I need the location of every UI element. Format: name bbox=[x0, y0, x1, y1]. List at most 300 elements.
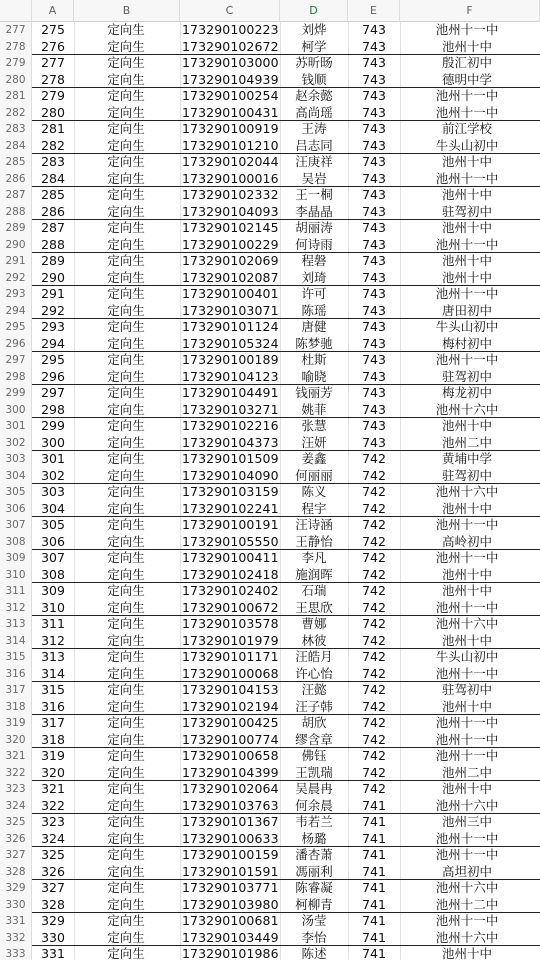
row-number[interactable]: 301 bbox=[0, 418, 32, 435]
cell-exam-id[interactable]: 173290104090 bbox=[182, 467, 279, 483]
cell-school[interactable]: 高坦初中 bbox=[441, 863, 492, 879]
cell-score[interactable]: 742 bbox=[362, 500, 386, 516]
row-number[interactable]: 310 bbox=[0, 567, 32, 584]
cell-type[interactable]: 定向生 bbox=[107, 929, 145, 945]
cell-school[interactable]: 池州十中 bbox=[441, 781, 492, 796]
cell-school[interactable]: 驻驾初中 bbox=[441, 368, 492, 384]
row-number[interactable]: 324 bbox=[0, 798, 32, 815]
cell-rank[interactable]: 286 bbox=[41, 203, 65, 219]
column-header-d[interactable]: D bbox=[280, 0, 348, 22]
cell-type[interactable]: 定向生 bbox=[107, 847, 145, 862]
cell-school[interactable]: 殷汇初中 bbox=[441, 55, 492, 70]
cell-school[interactable]: 池州十一中 bbox=[435, 599, 499, 615]
cell-school[interactable]: 池州二中 bbox=[441, 764, 492, 780]
cell-name[interactable]: 钱顺 bbox=[301, 71, 327, 87]
cell-score[interactable]: 743 bbox=[362, 154, 386, 169]
cell-score[interactable]: 742 bbox=[362, 566, 386, 582]
cell-name[interactable]: 吕志同 bbox=[295, 137, 333, 153]
cell-type[interactable]: 定向生 bbox=[107, 616, 145, 631]
cell-score[interactable]: 743 bbox=[362, 434, 386, 450]
cell-name[interactable]: 林彼 bbox=[301, 632, 327, 648]
table-row[interactable] bbox=[0, 798, 540, 815]
cell-score[interactable]: 743 bbox=[362, 368, 386, 384]
table-row[interactable] bbox=[0, 666, 540, 683]
table-row[interactable] bbox=[0, 583, 540, 600]
cell-score[interactable]: 743 bbox=[362, 401, 386, 417]
cell-exam-id[interactable]: 173290101124 bbox=[182, 319, 279, 334]
cell-score[interactable]: 742 bbox=[362, 715, 386, 730]
cell-exam-id[interactable]: 173290104123 bbox=[182, 368, 279, 384]
cell-score[interactable]: 741 bbox=[362, 830, 386, 846]
cell-name[interactable]: 张慧 bbox=[301, 418, 327, 433]
cell-name[interactable]: 汪皓月 bbox=[295, 649, 333, 664]
cell-school[interactable]: 池州十一中 bbox=[435, 517, 499, 532]
cell-name[interactable]: 石瑞 bbox=[301, 583, 327, 598]
cell-type[interactable]: 定向生 bbox=[107, 797, 145, 813]
table-row[interactable] bbox=[0, 385, 540, 402]
cell-rank[interactable]: 316 bbox=[41, 698, 65, 714]
cell-school[interactable]: 池州十一中 bbox=[435, 352, 499, 367]
cell-rank[interactable]: 305 bbox=[41, 517, 65, 532]
cell-exam-id[interactable]: 173290101591 bbox=[182, 863, 279, 879]
table-row[interactable] bbox=[0, 319, 540, 336]
cell-name[interactable]: 王思欣 bbox=[295, 599, 333, 615]
cell-type[interactable]: 定向生 bbox=[107, 863, 145, 879]
cell-name[interactable]: 柯柳青 bbox=[295, 896, 333, 912]
row-number[interactable]: 307 bbox=[0, 517, 32, 534]
cell-score[interactable]: 743 bbox=[362, 121, 386, 136]
cell-school[interactable]: 池州十一中 bbox=[435, 847, 499, 862]
cell-name[interactable]: 程宇 bbox=[301, 500, 327, 516]
table-row[interactable] bbox=[0, 253, 540, 270]
cell-rank[interactable]: 311 bbox=[41, 616, 65, 631]
cell-type[interactable]: 定向生 bbox=[107, 385, 145, 400]
cell-type[interactable]: 定向生 bbox=[107, 649, 145, 664]
cell-exam-id[interactable]: 173290103071 bbox=[182, 302, 279, 318]
cell-type[interactable]: 定向生 bbox=[107, 665, 145, 681]
cell-name[interactable]: 王涛 bbox=[301, 121, 327, 136]
cell-exam-id[interactable]: 173290100189 bbox=[182, 352, 279, 367]
cell-school[interactable]: 驻驾初中 bbox=[441, 203, 492, 219]
cell-exam-id[interactable]: 173290100681 bbox=[182, 913, 279, 928]
cell-exam-id[interactable]: 173290103578 bbox=[182, 616, 279, 631]
table-row[interactable] bbox=[0, 649, 540, 666]
table-row[interactable] bbox=[0, 435, 540, 452]
cell-rank[interactable]: 278 bbox=[41, 71, 65, 87]
cell-rank[interactable]: 321 bbox=[41, 781, 65, 796]
table-row[interactable] bbox=[0, 814, 540, 831]
cell-score[interactable]: 743 bbox=[362, 104, 386, 120]
table-row[interactable] bbox=[0, 72, 540, 89]
cell-type[interactable]: 定向生 bbox=[107, 236, 145, 252]
cell-school[interactable]: 池州十六中 bbox=[435, 616, 499, 631]
cell-rank[interactable]: 296 bbox=[41, 368, 65, 384]
table-row[interactable] bbox=[0, 732, 540, 749]
cell-rank[interactable]: 284 bbox=[41, 170, 65, 186]
cell-exam-id[interactable]: 173290100016 bbox=[182, 170, 279, 186]
cell-name[interactable]: 苏昕旸 bbox=[295, 55, 333, 70]
row-number[interactable]: 313 bbox=[0, 616, 32, 633]
table-row[interactable] bbox=[0, 699, 540, 716]
cell-name[interactable]: 施润晖 bbox=[295, 566, 333, 582]
cell-school[interactable]: 驻驾初中 bbox=[441, 467, 492, 483]
cell-name[interactable]: 何诗雨 bbox=[295, 236, 333, 252]
row-number[interactable]: 323 bbox=[0, 781, 32, 798]
cell-rank[interactable]: 290 bbox=[41, 269, 65, 285]
cell-exam-id[interactable]: 173290100411 bbox=[182, 550, 279, 565]
table-row[interactable] bbox=[0, 715, 540, 732]
table-row[interactable] bbox=[0, 121, 540, 138]
cell-exam-id[interactable]: 173290100229 bbox=[182, 236, 279, 252]
table-row[interactable] bbox=[0, 880, 540, 897]
cell-score[interactable]: 742 bbox=[362, 649, 386, 664]
cell-score[interactable]: 743 bbox=[362, 22, 386, 37]
cell-rank[interactable]: 306 bbox=[41, 533, 65, 549]
row-number[interactable]: 279 bbox=[0, 55, 32, 72]
cell-type[interactable]: 定向生 bbox=[107, 104, 145, 120]
table-row[interactable] bbox=[0, 39, 540, 56]
cell-exam-id[interactable]: 173290103000 bbox=[182, 55, 279, 70]
cell-rank[interactable]: 317 bbox=[41, 715, 65, 730]
cell-type[interactable]: 定向生 bbox=[107, 731, 145, 747]
cell-type[interactable]: 定向生 bbox=[107, 434, 145, 450]
cell-rank[interactable]: 304 bbox=[41, 500, 65, 516]
cell-rank[interactable]: 289 bbox=[41, 253, 65, 268]
table-row[interactable] bbox=[0, 352, 540, 369]
cell-exam-id[interactable]: 173290101210 bbox=[182, 137, 279, 153]
cell-type[interactable]: 定向生 bbox=[107, 220, 145, 235]
cell-rank[interactable]: 315 bbox=[41, 682, 65, 697]
cell-score[interactable]: 743 bbox=[362, 55, 386, 70]
cell-score[interactable]: 743 bbox=[362, 302, 386, 318]
table-row[interactable] bbox=[0, 517, 540, 534]
cell-name[interactable]: 刘琦 bbox=[301, 269, 327, 285]
cell-score[interactable]: 743 bbox=[362, 286, 386, 301]
cell-school[interactable]: 池州十中 bbox=[441, 220, 492, 235]
row-number[interactable]: 327 bbox=[0, 847, 32, 864]
cell-rank[interactable]: 281 bbox=[41, 121, 65, 136]
cell-type[interactable]: 定向生 bbox=[107, 533, 145, 549]
cell-score[interactable]: 743 bbox=[362, 253, 386, 268]
cell-exam-id[interactable]: 173290102418 bbox=[182, 566, 279, 582]
row-number[interactable]: 293 bbox=[0, 286, 32, 303]
cell-type[interactable]: 定向生 bbox=[107, 137, 145, 153]
cell-exam-id[interactable]: 173290102145 bbox=[182, 220, 279, 235]
table-row[interactable] bbox=[0, 402, 540, 419]
cell-type[interactable]: 定向生 bbox=[107, 22, 145, 37]
table-row[interactable] bbox=[0, 501, 540, 518]
cell-name[interactable]: 汪妍 bbox=[301, 434, 327, 450]
row-number[interactable]: 292 bbox=[0, 270, 32, 287]
cell-school[interactable]: 黄埔中学 bbox=[441, 451, 492, 466]
cell-name[interactable]: 吴晨冉 bbox=[295, 781, 333, 796]
cell-rank[interactable]: 275 bbox=[41, 22, 65, 37]
cell-score[interactable]: 743 bbox=[362, 335, 386, 351]
cell-type[interactable]: 定向生 bbox=[107, 599, 145, 615]
row-number[interactable]: 330 bbox=[0, 897, 32, 914]
cell-school[interactable]: 池州十一中 bbox=[435, 550, 499, 565]
cell-type[interactable]: 定向生 bbox=[107, 154, 145, 169]
cell-score[interactable]: 743 bbox=[362, 38, 386, 54]
cell-name[interactable]: 许可 bbox=[301, 286, 327, 301]
cell-type[interactable]: 定向生 bbox=[107, 583, 145, 598]
cell-name[interactable]: 陈义 bbox=[301, 484, 327, 499]
cell-exam-id[interactable]: 173290101171 bbox=[182, 649, 279, 664]
table-row[interactable] bbox=[0, 633, 540, 650]
cell-exam-id[interactable]: 173290102069 bbox=[182, 253, 279, 268]
cell-school[interactable]: 池州十中 bbox=[441, 946, 492, 960]
cell-rank[interactable]: 302 bbox=[41, 467, 65, 483]
row-number[interactable]: 328 bbox=[0, 864, 32, 881]
table-row[interactable] bbox=[0, 748, 540, 765]
cell-rank[interactable]: 329 bbox=[41, 913, 65, 928]
table-row[interactable] bbox=[0, 22, 540, 39]
cell-school[interactable]: 池州十一中 bbox=[435, 665, 499, 681]
cell-name[interactable]: 汪懿 bbox=[301, 682, 327, 697]
cell-rank[interactable]: 320 bbox=[41, 764, 65, 780]
cell-exam-id[interactable]: 173290105324 bbox=[182, 335, 279, 351]
row-number[interactable]: 331 bbox=[0, 913, 32, 930]
cell-name[interactable]: 何丽丽 bbox=[295, 467, 333, 483]
table-row[interactable] bbox=[0, 847, 540, 864]
cell-type[interactable]: 定向生 bbox=[107, 715, 145, 730]
cell-school[interactable]: 梅龙初中 bbox=[441, 385, 492, 400]
cell-type[interactable]: 定向生 bbox=[107, 38, 145, 54]
cell-name[interactable]: 佛钰 bbox=[301, 748, 327, 763]
table-row[interactable] bbox=[0, 171, 540, 188]
cell-type[interactable]: 定向生 bbox=[107, 467, 145, 483]
cell-type[interactable]: 定向生 bbox=[107, 500, 145, 516]
cell-name[interactable]: 馮丽利 bbox=[295, 863, 333, 879]
cell-school[interactable]: 池州十二中 bbox=[435, 896, 499, 912]
cell-exam-id[interactable]: 173290102241 bbox=[182, 500, 279, 516]
cell-score[interactable]: 743 bbox=[362, 88, 386, 103]
cell-rank[interactable]: 312 bbox=[41, 632, 65, 648]
table-row[interactable] bbox=[0, 286, 540, 303]
cell-rank[interactable]: 297 bbox=[41, 385, 65, 400]
cell-name[interactable]: 刘烨 bbox=[301, 22, 327, 37]
row-number[interactable]: 309 bbox=[0, 550, 32, 567]
cell-exam-id[interactable]: 173290102216 bbox=[182, 418, 279, 433]
cell-name[interactable]: 胡欣 bbox=[301, 715, 327, 730]
cell-school[interactable]: 池州十中 bbox=[441, 154, 492, 169]
cell-score[interactable]: 743 bbox=[362, 319, 386, 334]
cell-rank[interactable]: 300 bbox=[41, 434, 65, 450]
table-row[interactable] bbox=[0, 451, 540, 468]
cell-exam-id[interactable]: 173290102064 bbox=[182, 781, 279, 796]
cell-score[interactable]: 742 bbox=[362, 517, 386, 532]
cell-school[interactable]: 池州十一中 bbox=[435, 830, 499, 846]
row-number[interactable]: 318 bbox=[0, 699, 32, 716]
cell-rank[interactable]: 325 bbox=[41, 847, 65, 862]
cell-school[interactable]: 牛头山初中 bbox=[435, 137, 499, 153]
cell-name[interactable]: 李怡 bbox=[301, 929, 327, 945]
table-row[interactable] bbox=[0, 616, 540, 633]
cell-rank[interactable]: 283 bbox=[41, 154, 65, 169]
table-row[interactable] bbox=[0, 600, 540, 617]
cell-type[interactable]: 定向生 bbox=[107, 632, 145, 648]
cell-exam-id[interactable]: 173290105550 bbox=[182, 533, 279, 549]
cell-score[interactable]: 741 bbox=[362, 797, 386, 813]
cell-name[interactable]: 汪子韩 bbox=[295, 698, 333, 714]
table-row[interactable] bbox=[0, 418, 540, 435]
cell-rank[interactable]: 294 bbox=[41, 335, 65, 351]
cell-type[interactable]: 定向生 bbox=[107, 253, 145, 268]
cell-score[interactable]: 743 bbox=[362, 418, 386, 433]
cell-school[interactable]: 池州十六中 bbox=[435, 797, 499, 813]
cell-exam-id[interactable]: 173290103980 bbox=[182, 896, 279, 912]
cell-school[interactable]: 牛头山初中 bbox=[435, 319, 499, 334]
cell-exam-id[interactable]: 173290100658 bbox=[182, 748, 279, 763]
cell-score[interactable]: 742 bbox=[362, 764, 386, 780]
cell-type[interactable]: 定向生 bbox=[107, 451, 145, 466]
cell-exam-id[interactable]: 173290103763 bbox=[182, 797, 279, 813]
cell-rank[interactable]: 324 bbox=[41, 830, 65, 846]
cell-school[interactable]: 前江学校 bbox=[441, 121, 492, 136]
table-row[interactable] bbox=[0, 220, 540, 237]
cell-type[interactable]: 定向生 bbox=[107, 748, 145, 763]
cell-rank[interactable]: 318 bbox=[41, 731, 65, 747]
cell-score[interactable]: 742 bbox=[362, 632, 386, 648]
row-number[interactable]: 284 bbox=[0, 138, 32, 155]
cell-type[interactable]: 定向生 bbox=[107, 71, 145, 87]
cell-exam-id[interactable]: 173290102044 bbox=[182, 154, 279, 169]
column-header-a[interactable]: A bbox=[32, 0, 74, 22]
cell-rank[interactable]: 280 bbox=[41, 104, 65, 120]
cell-name[interactable]: 喻晓 bbox=[301, 368, 327, 384]
cell-exam-id[interactable]: 173290100068 bbox=[182, 665, 279, 681]
row-number[interactable]: 280 bbox=[0, 72, 32, 89]
cell-type[interactable]: 定向生 bbox=[107, 418, 145, 433]
row-number[interactable]: 311 bbox=[0, 583, 32, 600]
row-number[interactable]: 300 bbox=[0, 402, 32, 419]
row-number[interactable]: 296 bbox=[0, 336, 32, 353]
row-number[interactable]: 303 bbox=[0, 451, 32, 468]
cell-school[interactable]: 池州十六中 bbox=[435, 880, 499, 895]
table-row[interactable] bbox=[0, 336, 540, 353]
row-number[interactable]: 290 bbox=[0, 237, 32, 254]
cell-score[interactable]: 742 bbox=[362, 467, 386, 483]
row-number[interactable]: 306 bbox=[0, 501, 32, 518]
row-number[interactable]: 333 bbox=[0, 946, 32, 960]
cell-rank[interactable]: 309 bbox=[41, 583, 65, 598]
cell-type[interactable]: 定向生 bbox=[107, 880, 145, 895]
table-row[interactable] bbox=[0, 682, 540, 699]
cell-name[interactable]: 杜斯 bbox=[301, 352, 327, 367]
column-header-e[interactable]: E bbox=[348, 0, 400, 22]
cell-type[interactable]: 定向生 bbox=[107, 170, 145, 186]
cell-school[interactable]: 池州十中 bbox=[441, 187, 492, 202]
row-number[interactable]: 291 bbox=[0, 253, 32, 270]
cell-exam-id[interactable]: 173290103771 bbox=[182, 880, 279, 895]
cell-name[interactable]: 许心怡 bbox=[295, 665, 333, 681]
cell-score[interactable]: 742 bbox=[362, 616, 386, 631]
cell-type[interactable]: 定向生 bbox=[107, 319, 145, 334]
table-row[interactable] bbox=[0, 946, 540, 960]
cell-school[interactable]: 池州十六中 bbox=[435, 929, 499, 945]
cell-rank[interactable]: 282 bbox=[41, 137, 65, 153]
cell-name[interactable]: 赵余懿 bbox=[295, 88, 333, 103]
cell-school[interactable]: 池州十中 bbox=[441, 253, 492, 268]
cell-type[interactable]: 定向生 bbox=[107, 781, 145, 796]
cell-score[interactable]: 741 bbox=[362, 913, 386, 928]
cell-score[interactable]: 742 bbox=[362, 698, 386, 714]
cell-school[interactable]: 池州十一中 bbox=[435, 748, 499, 763]
cell-rank[interactable]: 331 bbox=[41, 946, 65, 960]
cell-rank[interactable]: 293 bbox=[41, 319, 65, 334]
cell-name[interactable]: 高尚瑶 bbox=[295, 104, 333, 120]
cell-school[interactable]: 池州十中 bbox=[441, 38, 492, 54]
cell-school[interactable]: 池州十一中 bbox=[435, 236, 499, 252]
cell-exam-id[interactable]: 173290104399 bbox=[182, 764, 279, 780]
cell-school[interactable]: 唐田初中 bbox=[441, 302, 492, 318]
cell-score[interactable]: 741 bbox=[362, 946, 386, 960]
cell-type[interactable]: 定向生 bbox=[107, 517, 145, 532]
cell-school[interactable]: 池州十中 bbox=[441, 269, 492, 285]
row-number[interactable]: 285 bbox=[0, 154, 32, 171]
cell-rank[interactable]: 328 bbox=[41, 896, 65, 912]
cell-type[interactable]: 定向生 bbox=[107, 187, 145, 202]
cell-school[interactable]: 池州十中 bbox=[441, 566, 492, 582]
cell-school[interactable]: 池州十一中 bbox=[435, 715, 499, 730]
row-number[interactable]: 287 bbox=[0, 187, 32, 204]
table-row[interactable] bbox=[0, 864, 540, 881]
cell-exam-id[interactable]: 173290103159 bbox=[182, 484, 279, 499]
cell-type[interactable]: 定向生 bbox=[107, 764, 145, 780]
column-header-b[interactable]: B bbox=[74, 0, 180, 22]
cell-score[interactable]: 741 bbox=[362, 929, 386, 945]
cell-name[interactable]: 吴岩 bbox=[301, 170, 327, 186]
table-row[interactable] bbox=[0, 154, 540, 171]
cell-name[interactable]: 汪诗涵 bbox=[295, 517, 333, 532]
row-number[interactable]: 281 bbox=[0, 88, 32, 105]
cell-exam-id[interactable]: 173290100774 bbox=[182, 731, 279, 747]
row-number[interactable]: 332 bbox=[0, 930, 32, 947]
cell-name[interactable]: 姚菲 bbox=[301, 401, 327, 417]
table-row[interactable] bbox=[0, 484, 540, 501]
cell-exam-id[interactable]: 173290104939 bbox=[182, 71, 279, 87]
row-number[interactable]: 319 bbox=[0, 715, 32, 732]
cell-name[interactable]: 曹娜 bbox=[301, 616, 327, 631]
cell-name[interactable]: 缪含章 bbox=[295, 731, 333, 747]
cell-score[interactable]: 742 bbox=[362, 583, 386, 598]
cell-rank[interactable]: 285 bbox=[41, 187, 65, 202]
cell-score[interactable]: 742 bbox=[362, 533, 386, 549]
row-number[interactable]: 315 bbox=[0, 649, 32, 666]
cell-type[interactable]: 定向生 bbox=[107, 335, 145, 351]
cell-rank[interactable]: 292 bbox=[41, 302, 65, 318]
row-number[interactable]: 295 bbox=[0, 319, 32, 336]
cell-name[interactable]: 李凡 bbox=[301, 550, 327, 565]
cell-score[interactable]: 741 bbox=[362, 863, 386, 879]
cell-name[interactable]: 王凯瑞 bbox=[295, 764, 333, 780]
cell-score[interactable]: 742 bbox=[362, 599, 386, 615]
cell-type[interactable]: 定向生 bbox=[107, 946, 145, 960]
cell-rank[interactable]: 287 bbox=[41, 220, 65, 235]
cell-type[interactable]: 定向生 bbox=[107, 896, 145, 912]
table-row[interactable] bbox=[0, 105, 540, 122]
cell-rank[interactable]: 276 bbox=[41, 38, 65, 54]
column-header-f[interactable]: F bbox=[400, 0, 540, 22]
cell-exam-id[interactable]: 173290103271 bbox=[182, 401, 279, 417]
cell-school[interactable]: 池州十一中 bbox=[435, 913, 499, 928]
cell-school[interactable]: 池州十中 bbox=[441, 583, 492, 598]
column-header-c[interactable]: C bbox=[180, 0, 280, 22]
row-number[interactable]: 326 bbox=[0, 831, 32, 848]
row-number[interactable]: 294 bbox=[0, 303, 32, 320]
cell-score[interactable]: 743 bbox=[362, 352, 386, 367]
cell-type[interactable]: 定向生 bbox=[107, 698, 145, 714]
